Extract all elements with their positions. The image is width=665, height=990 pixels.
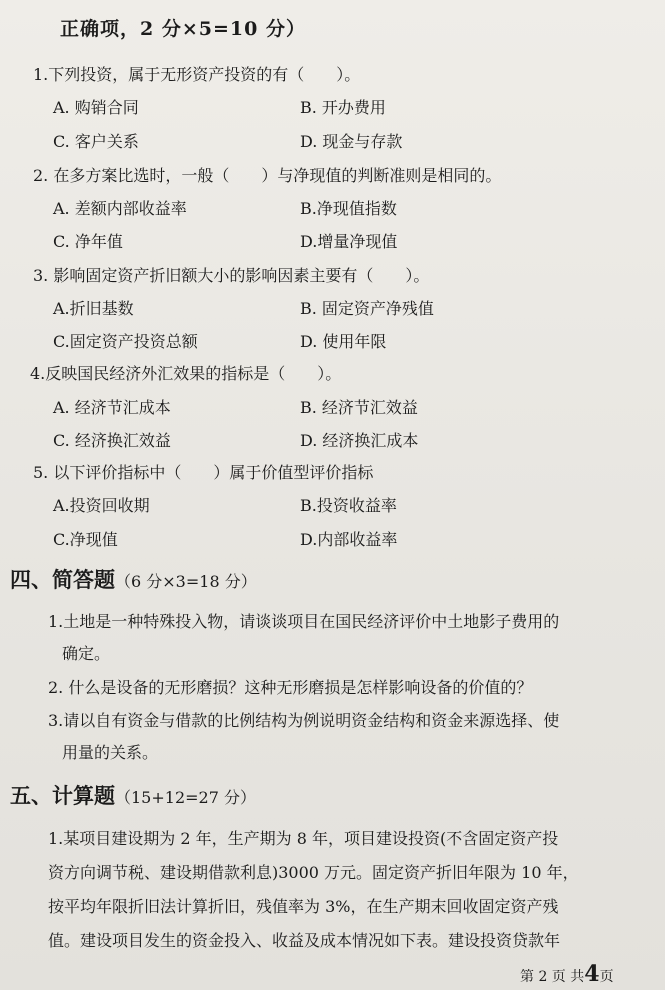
section-5-title: 五、计算题 [10,783,115,808]
q2-option-c: C. 净年值 [53,232,123,251]
calc-1-line-4: 值。建设项目发生的资金投入、收益及成本情况如下表。建设投资贷款年 [48,931,561,950]
q3-option-a: A.折旧基数 [53,299,134,318]
section-heading-continued: 正确项，2 分×5=10 分） [60,18,306,40]
question-5: 5. 以下评价指标中（ ）属于价值型评价指标 [33,463,374,482]
short-answer-3-line-2: 用量的关系。 [62,743,159,762]
section-4-title: 四、简答题 [10,567,115,592]
q3-option-b: B. 固定资产净残值 [300,299,434,318]
short-answer-3-line-1: 3.请以自有资金与借款的比例结构为例说明资金结构和资金来源选择、使 [48,711,560,730]
question-1: 1.下列投资，属于无形资产投资的有（ ）。 [33,65,361,84]
q5-option-a: A.投资回收期 [53,496,150,515]
question-4: 4.反映国民经济外汇效果的指标是（ ）。 [30,364,342,383]
q5-option-b: B.投资收益率 [300,496,397,515]
q1-option-b: B. 开办费用 [300,98,386,117]
question-2: 2. 在多方案比选时，一般（ ）与净现值的判断准则是相同的。 [33,166,502,185]
q2-option-a: A. 差额内部收益率 [53,199,187,218]
calc-1-line-2: 资方向调节税、建设期借款利息)3000 万元。固定资产折旧年限为 10 年， [48,863,579,882]
q2-option-b: B.净现值指数 [300,199,397,218]
q1-option-d: D. 现金与存款 [300,132,403,151]
q3-option-c: C.固定资产投资总额 [53,332,198,351]
q4-option-b: B. 经济节汇效益 [300,398,418,417]
footer-prefix: 第 2 页 共 [520,969,585,985]
q5-option-d: D.内部收益率 [300,530,398,549]
question-3: 3. 影响固定资产折旧额大小的影响因素主要有（ ）。 [33,266,430,285]
q1-option-a: A. 购销合同 [53,98,139,117]
section-4-points: （6 分×3=18 分） [115,572,257,591]
section-4-heading [10,564,257,594]
q2-option-d: D.增量净现值 [300,232,398,251]
calc-1-line-3: 按平均年限折旧法计算折旧，残值率为 3%，在生产期末回收固定资产残 [48,897,559,916]
section-5-points: （15+12=27 分） [115,788,256,807]
short-answer-1-line-2: 确定。 [62,644,111,663]
q4-option-d: D. 经济换汇成本 [300,431,419,450]
footer-suffix: 页 [599,969,614,985]
calc-1-line-1: 1.某项目建设期为 2 年，生产期为 8 年，项目建设投资(不含固定资产投 [48,829,559,848]
q5-option-c: C.净现值 [53,530,118,549]
q4-option-c: C. 经济换汇效益 [53,431,171,450]
page-footer [520,961,614,987]
q1-option-c: C. 客户关系 [53,132,139,151]
q3-option-d: D. 使用年限 [300,332,387,351]
footer-total-pages: 4 [584,961,600,987]
section-5-heading [10,780,256,810]
short-answer-2: 2. 什么是设备的无形磨损？这种无形磨损是怎样影响设备的价值的？ [48,678,533,697]
short-answer-1-line-1: 1.土地是一种特殊投入物，请谈谈项目在国民经济评价中土地影子费用的 [48,612,560,631]
q4-option-a: A. 经济节汇成本 [53,398,171,417]
